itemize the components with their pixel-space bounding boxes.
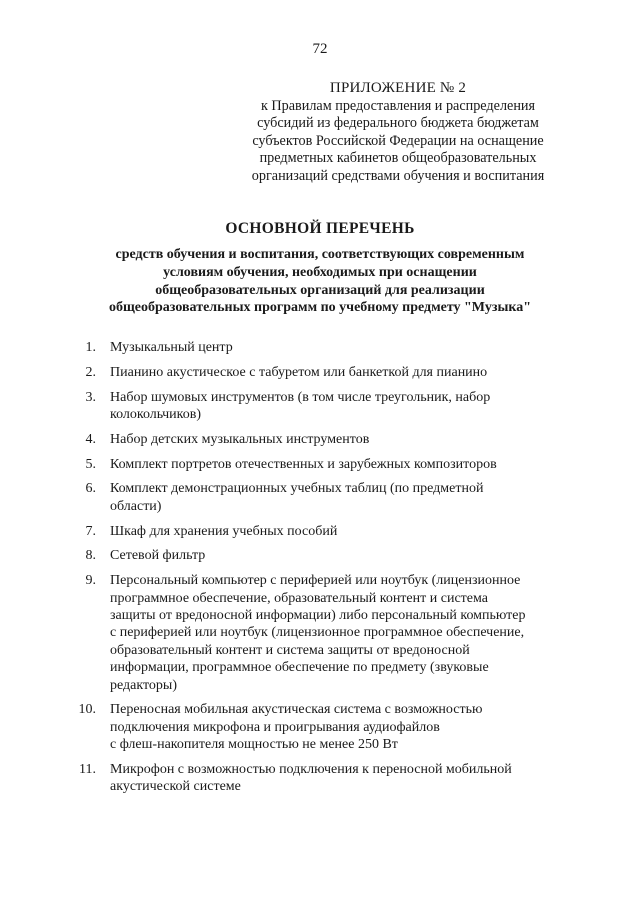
- list-item: [60, 547, 560, 564]
- item-text-line: колокольчиков): [110, 407, 201, 422]
- item-text-line: Комплект демонстрационных учебных таблиц (по предметной: [110, 481, 484, 497]
- item-text-line: защиты от вредоносной информации) либо персональный компьютер: [110, 608, 526, 623]
- list-item: [60, 456, 560, 473]
- item-number: 2.: [85, 364, 96, 380]
- item-text-line: с флеш-накопителя мощностью не менее 250 Вт: [110, 737, 398, 753]
- item-text-line: Комплект портретов отечественных и зарубежных композиторов: [110, 456, 497, 472]
- item-number: 3.: [85, 389, 96, 405]
- item-number: 4.: [85, 431, 96, 447]
- subtitle-line: общеобразовательных организаций для реализации: [155, 282, 485, 298]
- appendix-line: к Правилам предоставления и распределения: [260, 97, 536, 114]
- list-item: [60, 701, 560, 753]
- list-item: [60, 389, 560, 424]
- item-text-line: Персональный компьютер с периферией или ноутбук (лицензионное: [110, 573, 521, 589]
- subtitle-line: средств обучения и воспитания, соответствующих современным: [115, 247, 525, 262]
- item-text-line: Сетевой фильтр: [110, 548, 206, 564]
- equipment-list: [60, 339, 560, 803]
- subtitle-line: условиям обучения, необходимых при оснащении: [163, 264, 477, 280]
- item-text-line: программное обеспечение, образовательный контент и система: [110, 590, 488, 606]
- list-item: [60, 572, 560, 694]
- item-text-line: редакторы): [110, 677, 177, 693]
- list-item: [60, 364, 560, 381]
- item-text-line: образовательный контент и система защиты от вредоносной: [110, 642, 470, 658]
- item-number: 11.: [79, 762, 96, 778]
- item-number: 10.: [78, 702, 96, 718]
- item-number: 1.: [85, 340, 96, 355]
- appendix-header: [223, 80, 573, 186]
- item-text-line: подключения микрофона и проигрывания аудиофайлов: [110, 719, 440, 735]
- page-number: 72: [312, 41, 328, 57]
- item-text-line: Набор шумовых инструментов (в том числе треугольник, набор: [110, 389, 491, 405]
- subtitle-line: общеобразовательных программ по учебному предмету "Музыка": [108, 300, 532, 316]
- appendix-line: организаций средствами обучения и воспитания: [251, 167, 545, 184]
- item-text-line: Музыкальный центр: [110, 340, 233, 355]
- item-number: 8.: [85, 548, 96, 564]
- appendix-title: ПРИЛОЖЕНИЕ № 2: [329, 80, 467, 96]
- list-item: [60, 523, 560, 540]
- item-number: 7.: [85, 523, 96, 539]
- item-number: 9.: [85, 573, 96, 589]
- list-item: [60, 339, 560, 356]
- appendix-line: субъектов Российской Федерации на оснащение: [252, 132, 544, 149]
- item-text-line: информации, программное обеспечение по предмету (звуковые: [110, 660, 489, 676]
- item-text-line: с периферией или ноутбук (лицензионное программное обеспечение,: [110, 625, 525, 641]
- document-title: ОСНОВНОЙ ПЕРЕЧЕНЬ: [225, 220, 415, 237]
- item-text-line: Пианино акустическое с табуретом или банкеткой для пианино: [110, 364, 488, 380]
- appendix-line: предметных кабинетов общеобразовательных: [259, 150, 537, 167]
- item-text-line: Микрофон с возможностью подключения к переносной мобильной: [110, 762, 512, 778]
- item-text-line: области): [110, 498, 162, 514]
- item-text-line: Набор детских музыкальных инструментов: [110, 431, 370, 447]
- item-text-line: Переносная мобильная акустическая система с возможностью: [110, 702, 483, 718]
- item-text-line: акустической системе: [110, 779, 241, 795]
- list-item: [60, 761, 560, 796]
- item-number: 6.: [85, 481, 96, 497]
- document-subtitle: [70, 246, 570, 317]
- appendix-line: субсидий из федерального бюджета бюджетам: [257, 115, 539, 132]
- item-text-line: Шкаф для хранения учебных пособий: [110, 523, 338, 539]
- item-number: 5.: [85, 456, 96, 472]
- list-item: [60, 480, 560, 515]
- list-item: [60, 431, 560, 448]
